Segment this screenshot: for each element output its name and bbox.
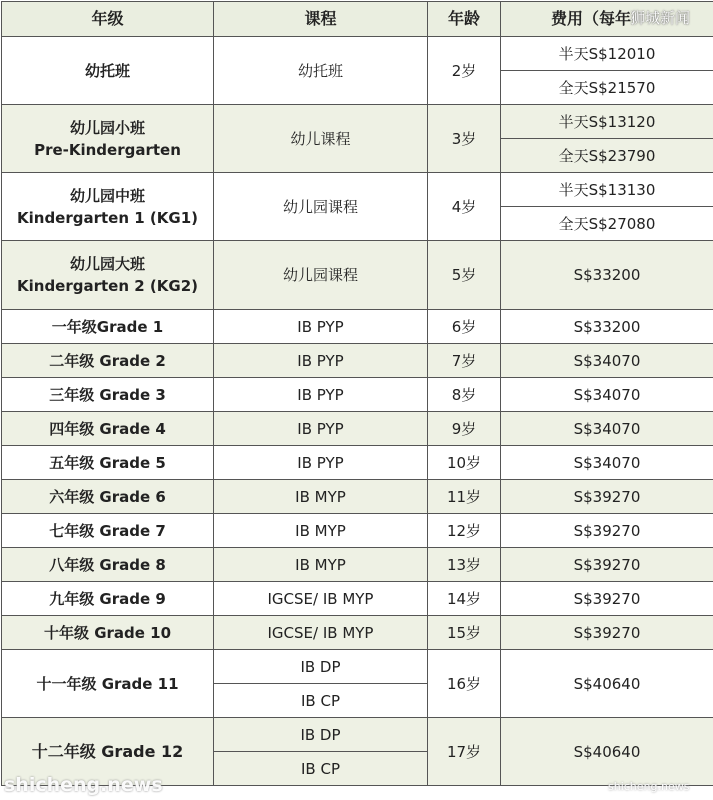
- fee-halfday-cell: 半天S$12010: [501, 37, 713, 71]
- course-cell: IB PYP: [214, 378, 428, 412]
- fee-fullday-cell: 全天S$27080: [501, 207, 713, 241]
- watermark-top: 狮城新闻: [630, 9, 691, 27]
- fee-halfday-cell: 半天S$13130: [501, 173, 713, 207]
- table-row: [2, 616, 713, 650]
- table-row: [2, 310, 713, 344]
- grade-cell: 八年级 Grade 8: [2, 548, 214, 582]
- table-row: [2, 378, 713, 412]
- course-cell: IB PYP: [214, 344, 428, 378]
- course-cell: IB MYP: [214, 480, 428, 514]
- table-row: [2, 241, 713, 310]
- age-cell: 15岁: [428, 616, 501, 650]
- age-cell: 11岁: [428, 480, 501, 514]
- grade-label-en: Kindergarten 1 (KG1): [17, 208, 198, 227]
- age-cell: 9岁: [428, 412, 501, 446]
- grade-cell: [2, 37, 214, 105]
- age-cell: 3岁: [428, 105, 501, 173]
- header-fee: 费用（每年: [501, 2, 713, 37]
- grade-cell: 十一年级 Grade 11: [2, 650, 214, 718]
- age-cell: 13岁: [428, 548, 501, 582]
- grade-cell: 十年级 Grade 10: [2, 616, 214, 650]
- grade-cell: [2, 173, 214, 241]
- table-row: [2, 582, 713, 616]
- course-cell: 幼儿园课程: [214, 241, 428, 310]
- table-row: [2, 37, 713, 71]
- watermark-bottom-right: shicheng.news: [608, 780, 690, 793]
- fee-cell: S$40640: [501, 718, 713, 786]
- table-row: [2, 480, 713, 514]
- table-row: [2, 718, 713, 752]
- header-grade: 年级: [2, 2, 214, 37]
- grade-label-cn: 幼儿园中班: [69, 186, 145, 205]
- course-cell: IB CP: [214, 684, 428, 718]
- fee-cell: S$33200: [501, 310, 713, 344]
- age-cell: 5岁: [428, 241, 501, 310]
- grade-cell: 六年级 Grade 6: [2, 480, 214, 514]
- fee-cell: S$34070: [501, 378, 713, 412]
- course-cell: IB DP: [214, 718, 428, 752]
- grade-label-cn: 幼儿园大班: [69, 255, 145, 273]
- grade-label-en: Kindergarten 2 (KG2): [17, 277, 198, 295]
- course-cell: IB MYP: [214, 514, 428, 548]
- course-cell: 幼托班: [214, 37, 428, 105]
- grade-cell: 三年级 Grade 3: [2, 378, 214, 412]
- age-cell: 12岁: [428, 514, 501, 548]
- age-cell: 14岁: [428, 582, 501, 616]
- age-cell: 7岁: [428, 344, 501, 378]
- age-cell: 17岁: [428, 718, 501, 786]
- table-row: [2, 412, 713, 446]
- grade-label-cn: 幼儿园小班: [69, 118, 145, 137]
- grade-cell: 十二年级 Grade 12: [2, 718, 214, 786]
- fee-table: [1, 1, 713, 786]
- age-cell: 4岁: [428, 173, 501, 241]
- fee-cell: S$40640: [501, 650, 713, 718]
- age-cell: 16岁: [428, 650, 501, 718]
- table-row: [2, 548, 713, 582]
- fee-cell: S$39270: [501, 514, 713, 548]
- grade-cell: [2, 241, 214, 310]
- table-row: [2, 446, 713, 480]
- fee-cell: S$34070: [501, 446, 713, 480]
- grade-label: 幼托班: [84, 61, 130, 80]
- course-cell: IB DP: [214, 650, 428, 684]
- course-cell: IB PYP: [214, 310, 428, 344]
- age-cell: 8岁: [428, 378, 501, 412]
- fee-cell: S$39270: [501, 616, 713, 650]
- fee-cell: S$33200: [501, 241, 713, 310]
- course-cell: IGCSE/ IB MYP: [214, 616, 428, 650]
- fee-fullday-cell: 全天S$23790: [501, 139, 713, 173]
- header-row: [2, 2, 713, 37]
- fee-cell: S$39270: [501, 548, 713, 582]
- age-cell: 2岁: [428, 37, 501, 105]
- course-cell: IB PYP: [214, 412, 428, 446]
- grade-label-en: Pre-Kindergarten: [34, 140, 181, 159]
- grade-cell: 七年级 Grade 7: [2, 514, 214, 548]
- grade-cell: [2, 105, 214, 173]
- grade-cell: 二年级 Grade 2: [2, 344, 214, 378]
- table-row: [2, 344, 713, 378]
- course-cell: IGCSE/ IB MYP: [214, 582, 428, 616]
- course-cell: IB PYP: [214, 446, 428, 480]
- course-cell: IB CP: [214, 752, 428, 786]
- watermark-bottom-left: shicheng.news: [4, 774, 163, 796]
- fee-cell: S$34070: [501, 412, 713, 446]
- fee-cell: S$39270: [501, 582, 713, 616]
- header-age: 年龄: [428, 2, 501, 37]
- fee-cell: S$34070: [501, 344, 713, 378]
- table-row: [2, 105, 713, 139]
- fee-halfday-cell: 半天S$13120: [501, 105, 713, 139]
- age-cell: 10岁: [428, 446, 501, 480]
- table-row: [2, 650, 713, 684]
- age-cell: 6岁: [428, 310, 501, 344]
- grade-cell: 五年级 Grade 5: [2, 446, 214, 480]
- course-cell: IB MYP: [214, 548, 428, 582]
- header-course: 课程: [214, 2, 428, 37]
- course-cell: 幼儿园课程: [214, 173, 428, 241]
- grade-cell: 九年级 Grade 9: [2, 582, 214, 616]
- grade-cell: 一年级Grade 1: [2, 310, 214, 344]
- table-row: [2, 514, 713, 548]
- fee-fullday-cell: 全天S$21570: [501, 71, 713, 105]
- grade-cell: 四年级 Grade 4: [2, 412, 214, 446]
- course-cell: 幼儿课程: [214, 105, 428, 173]
- table-row: [2, 173, 713, 207]
- fee-cell: S$39270: [501, 480, 713, 514]
